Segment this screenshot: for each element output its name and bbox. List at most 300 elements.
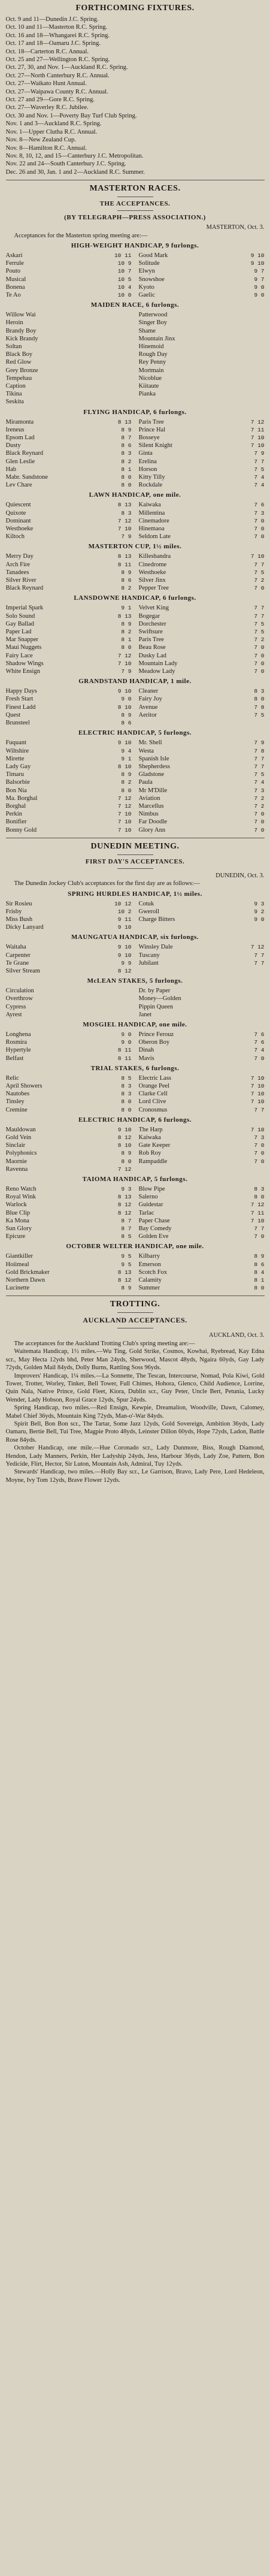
race-section — [6, 890, 265, 932]
horse-weight: 7 12 — [117, 795, 132, 802]
horse-name: Electric Lass — [138, 1074, 172, 1082]
horse-weight: 7 10 — [250, 553, 265, 560]
entry-row — [6, 1261, 132, 1269]
entry-grid — [6, 604, 265, 675]
horse-weight: 7 0 — [254, 1142, 265, 1149]
horse-weight: 9 0 — [121, 696, 132, 703]
entry-row — [139, 703, 265, 711]
horse-weight: 7 12 — [250, 1201, 265, 1209]
fixture-line: Oct. 27—Waipawa County R.C. Annual. — [5, 88, 108, 95]
horse-name: Tikina — [5, 391, 22, 398]
horse-weight: 7 5 — [254, 466, 265, 473]
horse-weight: 9 5 — [121, 1253, 132, 1260]
horse-name: Fairy Lace — [5, 652, 33, 659]
horse-weight: 7 10 — [250, 1091, 265, 1098]
entry-row — [6, 1284, 132, 1292]
horse-name: Blue Clip — [5, 1209, 31, 1216]
entry-row — [139, 1209, 265, 1217]
race-title: ELECTRIC HANDICAP, 6 furlongs. — [78, 1116, 192, 1124]
horse-weight: 7 12 — [117, 652, 132, 659]
horse-name: Mirette — [5, 755, 25, 762]
horse-weight: 7 0 — [254, 1233, 265, 1240]
fixture-line: Oct. 27—Waverley R.C. Jubilee. — [5, 104, 89, 111]
entry-row — [139, 552, 265, 560]
horse-name: Aeritor — [138, 711, 157, 718]
horse-name: Caption — [5, 382, 26, 389]
fixture-line: Oct. 30 and Nov. 1—Poverty Bay Turf Club Spring. — [5, 112, 137, 119]
horse-weight: 8 0 — [254, 1194, 265, 1201]
entry-row — [6, 426, 132, 434]
horse-name: Ravenna — [5, 1165, 28, 1173]
entry-row — [139, 787, 265, 795]
horse-name: Mabr. Sandstone — [5, 474, 48, 481]
horse-weight: 8 3 — [121, 1091, 132, 1098]
horse-name: Beau Rose — [138, 644, 166, 651]
horse-name: Nimbus — [138, 811, 159, 818]
horse-name: Miramonta — [5, 418, 34, 425]
entry-row — [6, 1201, 132, 1209]
entry-row — [6, 1158, 132, 1165]
entry-row — [139, 802, 265, 810]
horse-name: Kilbarry — [138, 1253, 160, 1260]
entry-row — [139, 668, 265, 675]
horse-weight: 9 1 — [121, 605, 132, 612]
horse-name: Balsorbie — [5, 779, 30, 786]
horse-name: Bogegar — [138, 612, 160, 620]
horse-weight: 8 13 — [117, 1269, 132, 1276]
horse-weight: 7 11 — [250, 426, 265, 433]
horse-name: Willow Wai — [5, 312, 36, 319]
horse-weight: 8 0 — [121, 474, 132, 481]
entry-row — [139, 1269, 265, 1276]
entry-row — [6, 1038, 132, 1046]
masterton-dateline: MASTERTON, Oct. 3. — [206, 224, 265, 231]
horse-weight: 9 10 — [117, 924, 132, 931]
horse-name: Shepherdess — [138, 763, 170, 770]
masterton-subheading: THE ACCEPTANCES. — [99, 200, 171, 208]
horse-weight: 7 10 — [250, 1217, 265, 1224]
entry-grid — [6, 900, 265, 932]
horse-name: Bonny Gold — [5, 826, 37, 833]
horse-weight: 9 7 — [254, 268, 265, 275]
fixture-line: Oct. 25 and 27—Wellington R.C. Spring. — [5, 56, 110, 64]
horse-name: Rosmira — [5, 1039, 28, 1046]
entry-row — [6, 509, 132, 517]
horse-weight: 8 7 — [121, 1225, 132, 1233]
horse-weight: 7 10 — [117, 811, 132, 818]
horse-name: Aviation — [138, 795, 160, 802]
entry-row — [6, 390, 132, 398]
horse-name: Merry Day — [5, 553, 34, 560]
horse-name: Gay Ballad — [5, 620, 35, 627]
entry-row — [139, 1003, 265, 1011]
horse-name: Epsom Lad — [5, 434, 35, 441]
horse-name: Calamity — [138, 1277, 162, 1284]
horse-weight: 8 9 — [121, 1285, 132, 1292]
horse-weight: 9 10 — [117, 952, 132, 959]
horse-weight: 7 5 — [254, 629, 265, 636]
horse-name: Money—Golden — [138, 995, 181, 1002]
entry-row — [139, 418, 265, 426]
entry-row — [6, 252, 132, 259]
entry-row — [139, 517, 265, 525]
entry-row — [6, 1276, 132, 1284]
horse-weight: 7 9 — [254, 450, 265, 457]
horse-weight: 8 2 — [121, 629, 132, 636]
entry-row — [139, 1158, 265, 1165]
entry-row — [6, 343, 132, 351]
entry-row — [139, 687, 265, 695]
horse-name: Miss Bush — [5, 916, 33, 923]
horse-name: Carpenter — [5, 952, 31, 959]
entry-grid — [6, 1185, 265, 1240]
horse-name: Cleaner — [138, 688, 159, 695]
entry-row — [139, 533, 265, 540]
entry-row — [6, 382, 132, 390]
horse-name: Westhoeke — [5, 526, 34, 533]
horse-weight: 8 12 — [117, 967, 132, 974]
dunedin-intro: The Dunedin Jockey Club's acceptances for the first day are as follows:— — [14, 880, 201, 887]
horse-name: Spanish Isle — [138, 755, 169, 762]
entry-row — [139, 291, 265, 299]
horse-name: Ferrule — [5, 260, 24, 267]
race-title: MOSGIEL HANDICAP, one mile. — [83, 1020, 187, 1028]
race-section — [6, 1021, 265, 1062]
horse-weight: 7 0 — [254, 1055, 265, 1062]
horse-name: Mar Snapper — [5, 636, 39, 644]
horse-name: Cronosmus — [138, 1106, 168, 1113]
horse-weight: 9 10 — [117, 688, 132, 695]
horse-weight: 8 4 — [254, 1269, 265, 1276]
horse-name: Meadow Lady — [138, 668, 175, 675]
race-title: LAWN HANDICAP, one mile. — [89, 491, 181, 499]
horse-weight: 8 6 — [121, 577, 132, 584]
horse-weight: 9 0 — [121, 1031, 132, 1038]
horse-name: Fuquant — [5, 739, 26, 747]
horse-weight: 9 0 — [254, 291, 265, 298]
horse-weight: 7 0 — [254, 660, 265, 667]
race-section — [6, 1243, 265, 1292]
horse-name: Westhoeke — [138, 569, 166, 576]
dunedin-dateline: DUNEDIN, Oct. 3. — [216, 872, 265, 879]
horse-name: Glory Ann — [138, 826, 166, 833]
entry-row — [6, 1269, 132, 1276]
race-section — [6, 934, 265, 975]
horse-name: Charge Bitters — [138, 916, 175, 923]
masterton-sections — [6, 242, 265, 834]
horse-name: Dominant — [5, 517, 31, 524]
horse-name: Black Reynard — [5, 585, 44, 592]
horse-name: Perkin — [5, 811, 22, 818]
entry-row — [139, 1284, 265, 1292]
horse-weight: 7 0 — [254, 1150, 265, 1157]
horse-weight: 8 12 — [117, 1201, 132, 1209]
race-section — [6, 491, 265, 540]
entry-row — [139, 335, 265, 343]
entry-row — [6, 1252, 132, 1260]
horse-weight: 9 7 — [254, 276, 265, 283]
horse-weight: 7 4 — [254, 1047, 265, 1054]
race-title: LANSDOWNE HANDICAP, 6 furlongs. — [74, 594, 196, 602]
entry-row — [139, 628, 265, 636]
entry-row — [139, 739, 265, 747]
horse-weight: 9 3 — [254, 900, 265, 907]
entry-row — [6, 561, 132, 569]
horse-name: Te Ao — [5, 291, 21, 298]
horse-weight: 7 10 — [117, 660, 132, 667]
horse-name: Warlock — [5, 1201, 27, 1209]
horse-name: Tinsley — [5, 1098, 25, 1106]
entry-row — [139, 612, 265, 620]
horse-weight: 8 1 — [254, 1277, 265, 1284]
horse-weight: 8 1 — [121, 466, 132, 473]
horse-weight: 7 12 — [117, 802, 132, 810]
horse-weight: 8 2 — [121, 458, 132, 465]
entry-row — [6, 1031, 132, 1038]
entry-grid — [6, 1074, 265, 1114]
horse-name: Swiftsure — [138, 629, 163, 636]
fixture-line: Oct. 9 and 11—Dunedin J.C. Spring. — [5, 16, 99, 23]
horse-weight: 10 9 — [117, 260, 132, 267]
entry-row — [6, 335, 132, 343]
entry-row — [6, 787, 132, 795]
entry-row — [6, 267, 132, 275]
entry-row — [6, 418, 132, 426]
horse-name: Heroin — [5, 319, 23, 327]
horse-name: Gold Brickmaker — [5, 1269, 50, 1276]
horse-name: Cypress — [5, 1003, 26, 1010]
entry-row — [139, 367, 265, 375]
horse-name: Te Grane — [5, 959, 29, 967]
entry-row — [6, 1074, 132, 1082]
race-section — [6, 301, 265, 406]
entry-grid — [6, 739, 265, 833]
horse-name: Fresh Start — [5, 696, 34, 703]
horse-name: Patterwood — [138, 312, 168, 319]
horse-weight: 7 7 — [254, 763, 265, 770]
race-section — [6, 594, 265, 675]
horse-name: Westa — [138, 747, 154, 754]
entry-row — [139, 620, 265, 628]
horse-name: Silver River — [5, 577, 37, 584]
entry-row — [139, 1185, 265, 1193]
entry-row — [6, 466, 132, 473]
horse-weight: 8 11 — [117, 561, 132, 568]
horse-name: Gold Vein — [5, 1134, 32, 1141]
horse-name: Marcellus — [138, 802, 164, 810]
horse-weight: 8 9 — [121, 569, 132, 576]
horse-name: Sinclair — [5, 1142, 26, 1149]
horse-weight: 7 0 — [254, 517, 265, 524]
race-section — [6, 977, 265, 1019]
entry-row — [139, 458, 265, 466]
entry-row — [139, 778, 265, 786]
horse-name: Black Reynard — [5, 450, 44, 457]
horse-weight: 9 10 — [117, 1126, 132, 1133]
entry-row — [139, 1193, 265, 1201]
entry-row — [6, 763, 132, 771]
horse-weight: 7 2 — [254, 577, 265, 584]
entry-grid — [6, 418, 265, 490]
horse-name: Golden Eve — [138, 1233, 169, 1240]
entry-row — [139, 1233, 265, 1240]
horse-weight: 7 7 — [254, 605, 265, 612]
race-title: TAIOMA HANDICAP, 5 furlongs. — [82, 1176, 188, 1183]
horse-name: Borghal — [5, 802, 26, 810]
horse-weight: 7 3 — [254, 509, 265, 517]
race-section — [6, 409, 265, 490]
horse-name: Seskita — [5, 398, 24, 406]
horse-weight: 10 4 — [117, 283, 132, 291]
horse-name: Velvet King — [138, 605, 169, 612]
horse-weight: 8 1 — [121, 636, 132, 644]
short-rule — [117, 854, 153, 855]
entry-row — [139, 576, 265, 584]
entry-row — [6, 375, 132, 382]
entry-row — [6, 644, 132, 651]
horse-name: Fairy Joy — [138, 696, 162, 703]
race-title: HIGH-WEIGHT HANDICAP, 9 furlongs. — [71, 241, 199, 249]
entry-row — [139, 509, 265, 517]
fixture-line: Oct. 16 and 18—Whangarei R.C. Spring. — [5, 32, 110, 39]
entry-row — [6, 319, 132, 327]
horse-weight: 8 12 — [117, 1209, 132, 1216]
fixture-line: Oct. 27 and 29—Gore R.C. Spring. — [5, 96, 95, 104]
horse-name: Kyoto — [138, 283, 154, 291]
entry-row — [139, 466, 265, 473]
horse-weight: 8 6 — [121, 720, 132, 727]
horse-weight: 8 10 — [117, 763, 132, 770]
entry-row — [139, 481, 265, 489]
horse-name: Pianka — [138, 391, 156, 398]
entry-row — [139, 747, 265, 755]
horse-name: Rey Penny — [138, 359, 166, 366]
horse-name: Arch Fire — [5, 561, 31, 568]
race-title: OCTOBER WELTER HANDICAP, one mile. — [66, 1243, 204, 1251]
race-title: MAIDEN RACE, 6 furlongs. — [90, 301, 180, 309]
horse-name: Finest Ladd — [5, 703, 36, 711]
horse-name: Relic — [5, 1074, 19, 1082]
entry-grid — [6, 501, 265, 540]
entry-row — [139, 719, 265, 727]
horse-name: Ka Mona — [5, 1217, 29, 1224]
horse-weight: 7 10 — [117, 526, 132, 533]
horse-name: Tanadees — [5, 569, 29, 576]
horse-name: Blow Pipe — [138, 1186, 165, 1193]
entry-grid — [6, 252, 265, 299]
entry-row — [139, 1074, 265, 1082]
horse-name: Solo Sound — [5, 612, 35, 620]
entry-grid — [6, 943, 265, 975]
horse-weight: 8 0 — [121, 1158, 132, 1165]
horse-name: Horson — [138, 466, 157, 473]
entry-row — [6, 1126, 132, 1134]
entry-row — [139, 1165, 265, 1173]
entry-row — [6, 1149, 132, 1157]
entry-row — [139, 1011, 265, 1019]
horse-weight: 8 2 — [121, 585, 132, 592]
horse-name: Soltan — [5, 343, 22, 350]
entry-row — [6, 1011, 132, 1019]
race-section — [6, 729, 265, 833]
entry-row — [6, 612, 132, 620]
horse-weight: 7 10 — [117, 826, 132, 833]
entry-row — [6, 1098, 132, 1106]
entry-row — [139, 995, 265, 1002]
horse-name: Millentina — [138, 509, 165, 517]
horse-name: Ginta — [138, 450, 153, 457]
entry-row — [139, 398, 265, 406]
horse-weight: 7 6 — [254, 502, 265, 509]
entry-row — [6, 481, 132, 489]
entry-row — [6, 703, 132, 711]
horse-name: Hinemaoa — [138, 526, 165, 533]
horse-name: Seldom Late — [138, 533, 171, 540]
horse-weight: 7 10 — [250, 434, 265, 441]
horse-weight: 8 3 — [121, 450, 132, 457]
fixture-line: Nov. 8—New Zealand Cup. — [5, 137, 76, 144]
horse-name: Epicure — [5, 1233, 26, 1240]
horse-weight: 7 0 — [254, 526, 265, 533]
horse-weight: 7 7 — [254, 612, 265, 620]
horse-weight: 7 7 — [254, 755, 265, 762]
entry-row — [6, 900, 132, 908]
horse-weight: 9 5 — [121, 1261, 132, 1268]
horse-name: Salerno — [138, 1194, 158, 1201]
entry-row — [6, 995, 132, 1002]
horse-weight: 8 9 — [121, 1150, 132, 1157]
horse-weight: 9 10 — [250, 252, 265, 259]
horse-name: Silent Knight — [138, 442, 172, 449]
race-title: MASTERTON CUP, 1½ miles. — [88, 543, 182, 551]
entry-row — [6, 802, 132, 810]
entry-row — [139, 449, 265, 457]
horse-name: Hoiimeal — [5, 1261, 29, 1268]
entry-row — [139, 319, 265, 327]
horse-name: Paper Chase — [138, 1217, 170, 1224]
entry-row — [6, 778, 132, 786]
race-title: ELECTRIC HANDICAP, 5 furlongs. — [78, 729, 192, 737]
fixture-line: Nov. 1—Upper Clutha R.C. Annual. — [5, 128, 98, 135]
entry-row — [139, 959, 265, 967]
entry-row — [6, 739, 132, 747]
horse-name: Red Glow — [5, 359, 32, 366]
horse-weight: 7 7 — [254, 1106, 265, 1113]
horse-name: Giantkiller — [5, 1253, 33, 1260]
horse-name: Black Boy — [5, 351, 33, 358]
horse-weight: 8 5 — [121, 1074, 132, 1082]
entry-row — [6, 818, 132, 826]
entry-row — [6, 652, 132, 660]
entry-row — [139, 908, 265, 916]
horse-weight: 7 10 — [250, 1083, 265, 1089]
horse-name: Belfast — [5, 1055, 24, 1062]
horse-name: Mr M'Dille — [138, 787, 168, 794]
horse-weight: 8 6 — [121, 442, 132, 449]
horse-name: Nicoblue — [138, 375, 162, 382]
horse-weight: 8 9 — [121, 771, 132, 778]
entry-row — [139, 1149, 265, 1157]
entry-row — [6, 959, 132, 967]
horse-name: Paula — [138, 779, 153, 786]
fixture-line: Nov. 8, 10, 12, and 15—Canterbury J.C. Metropolitan. — [5, 152, 144, 159]
horse-name: Scotch Fox — [138, 1269, 168, 1276]
fixture-line: Oct. 18—Carterton R.C. Annual. — [5, 48, 89, 55]
horse-name: Kitty Tilly — [138, 474, 165, 481]
fixture-line: Nov. 1 and 3—Auckland R.C. Spring. — [5, 120, 102, 128]
horse-weight: 9 3 — [121, 1186, 132, 1193]
entry-row — [139, 771, 265, 778]
